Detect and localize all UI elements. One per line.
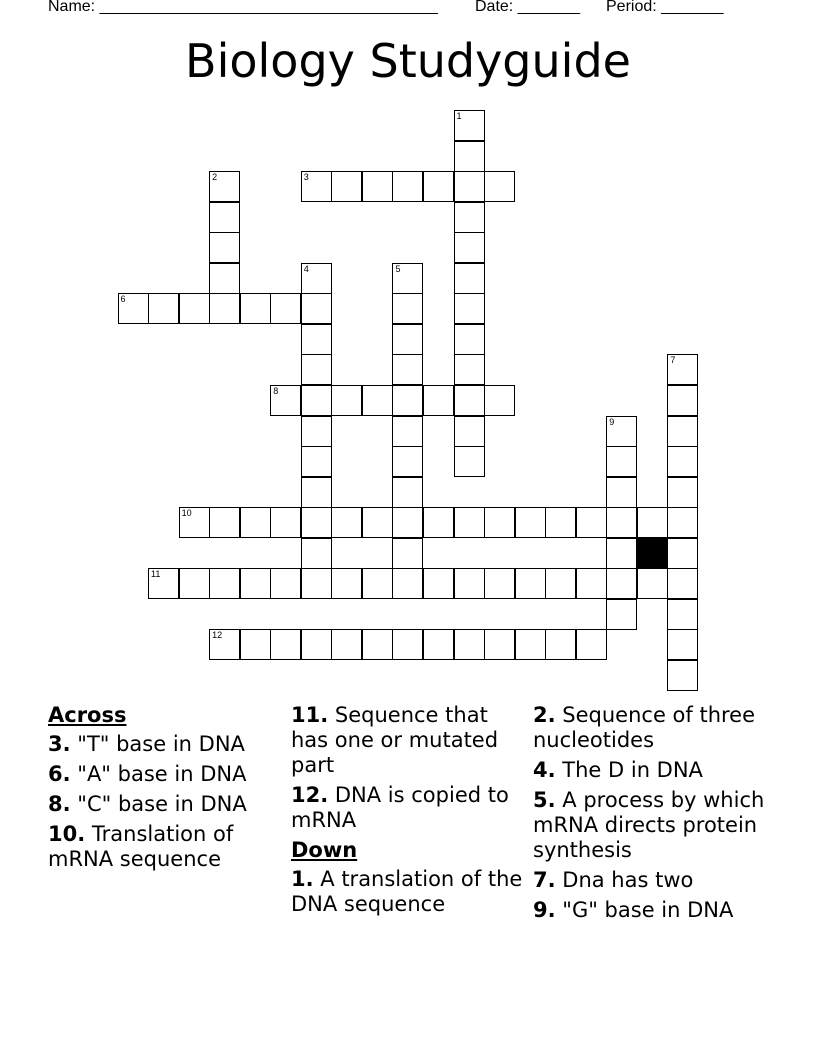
crossword-black-cell — [637, 538, 668, 569]
crossword-cell[interactable] — [209, 202, 240, 233]
crossword-cell[interactable] — [209, 232, 240, 263]
crossword-cell[interactable] — [454, 141, 485, 172]
clue-column-2 — [291, 703, 523, 922]
crossword-cell[interactable] — [454, 446, 485, 477]
crossword-cell[interactable] — [179, 293, 210, 324]
crossword-cell[interactable] — [301, 416, 332, 447]
crossword-cell[interactable] — [606, 416, 637, 447]
clue-text: "T" base in DNA — [77, 732, 245, 756]
clue-text: Translation of mRNA sequence — [48, 822, 234, 871]
crossword-cell[interactable] — [148, 568, 179, 599]
crossword-cell[interactable] — [301, 568, 332, 599]
crossword-cell[interactable] — [484, 568, 515, 599]
clue-number: 8. — [48, 792, 71, 816]
crossword-cell[interactable] — [484, 385, 515, 416]
crossword-cell[interactable] — [270, 629, 301, 660]
crossword-cell[interactable] — [392, 477, 423, 508]
crossword-cell[interactable] — [301, 324, 332, 355]
crossword-cell[interactable] — [301, 507, 332, 538]
crossword-cell[interactable] — [606, 477, 637, 508]
clue-down-1 — [291, 867, 523, 917]
crossword-cell[interactable] — [423, 171, 454, 202]
across-heading: Across — [48, 703, 127, 727]
clue-text: Sequence of three nucleotides — [533, 703, 756, 752]
crossword-cell[interactable] — [454, 110, 485, 141]
crossword-cell[interactable] — [209, 507, 240, 538]
crossword-cell[interactable] — [270, 293, 301, 324]
clue-number: 11. — [291, 703, 329, 727]
crossword-cell[interactable] — [454, 416, 485, 447]
crossword-cell[interactable] — [454, 629, 485, 660]
page-title: Biology Studyguide — [185, 34, 631, 88]
name-field[interactable]: Name: ______________________________________ — [48, 0, 438, 15]
period-field[interactable]: Period: _______ — [606, 0, 724, 15]
clue-number-label: 11 — [151, 569, 161, 580]
clue-down-2 — [533, 703, 765, 753]
crossword-cell[interactable] — [454, 354, 485, 385]
clue-number: 1. — [291, 867, 314, 891]
clue-number-label: 3 — [303, 172, 309, 183]
crossword-cell[interactable] — [423, 507, 454, 538]
crossword-cell[interactable] — [545, 507, 576, 538]
clue-number-label: 9 — [609, 416, 615, 427]
clue-number-label: 2 — [212, 172, 218, 183]
crossword-cell[interactable] — [454, 568, 485, 599]
clue-number: 7. — [533, 868, 556, 892]
crossword-cell[interactable] — [667, 599, 698, 630]
crossword-cell[interactable] — [362, 385, 393, 416]
crossword-cell[interactable] — [270, 568, 301, 599]
clue-number: 4. — [533, 758, 556, 782]
crossword-cell[interactable] — [392, 263, 423, 294]
crossword-cell[interactable] — [392, 416, 423, 447]
crossword-cell[interactable] — [392, 568, 423, 599]
crossword-cell[interactable] — [392, 293, 423, 324]
clue-number-label: 12 — [212, 630, 223, 641]
clue-column-3 — [533, 703, 765, 928]
crossword-cell[interactable] — [179, 568, 210, 599]
crossword-cell[interactable] — [545, 629, 576, 660]
crossword-cell[interactable] — [637, 568, 668, 599]
crossword-cell[interactable] — [637, 507, 668, 538]
crossword-cell[interactable] — [270, 507, 301, 538]
crossword-cell[interactable] — [392, 354, 423, 385]
crossword-cell[interactable] — [667, 416, 698, 447]
crossword-cell[interactable] — [606, 599, 637, 630]
clue-number: 10. — [48, 822, 86, 846]
crossword-cell[interactable] — [301, 354, 332, 385]
crossword-cell[interactable] — [392, 385, 423, 416]
crossword-cell[interactable] — [423, 629, 454, 660]
crossword-cell[interactable] — [515, 629, 546, 660]
crossword-cell[interactable] — [331, 171, 362, 202]
crossword-cell[interactable] — [515, 507, 546, 538]
crossword-cell[interactable] — [606, 538, 637, 569]
crossword-cell[interactable] — [240, 507, 271, 538]
crossword-cell[interactable] — [576, 507, 607, 538]
clue-number-label: 1 — [456, 111, 462, 121]
crossword-cell[interactable] — [301, 446, 332, 477]
clue-number-label: 8 — [273, 385, 279, 396]
clue-number: 9. — [533, 898, 556, 922]
crossword-cell[interactable] — [301, 477, 332, 508]
crossword-cell[interactable] — [362, 507, 393, 538]
clue-across-11 — [291, 703, 523, 778]
clue-text: The D in DNA — [562, 758, 703, 782]
crossword-cell[interactable] — [209, 171, 240, 202]
crossword-cell[interactable] — [179, 507, 210, 538]
crossword-cell[interactable] — [331, 507, 362, 538]
crossword-cell[interactable] — [606, 568, 637, 599]
crossword-cell[interactable] — [392, 629, 423, 660]
crossword-cell[interactable] — [301, 293, 332, 324]
crossword-cell[interactable] — [515, 568, 546, 599]
crossword-cell[interactable] — [667, 538, 698, 569]
clue-column-1 — [48, 703, 280, 877]
crossword-cell[interactable] — [331, 385, 362, 416]
clue-text: "C" base in DNA — [77, 792, 247, 816]
crossword-cell[interactable] — [576, 629, 607, 660]
clue-down-4 — [533, 758, 765, 783]
crossword-cell[interactable] — [209, 629, 240, 660]
clue-across-12 — [291, 783, 523, 833]
crossword-cell[interactable] — [606, 507, 637, 538]
clue-text: A translation of the DNA sequence — [291, 867, 523, 916]
crossword-cell[interactable] — [209, 568, 240, 599]
crossword-cell[interactable] — [667, 385, 698, 416]
crossword-cell[interactable] — [454, 507, 485, 538]
crossword-cell[interactable] — [454, 293, 485, 324]
crossword-cell[interactable] — [392, 446, 423, 477]
clue-text: "G" base in DNA — [562, 898, 734, 922]
crossword-cell[interactable] — [362, 629, 393, 660]
crossword-cell[interactable] — [423, 385, 454, 416]
crossword-cell[interactable] — [423, 568, 454, 599]
down-heading: Down — [291, 838, 358, 862]
crossword-cell[interactable] — [667, 354, 698, 385]
crossword-cell[interactable] — [240, 293, 271, 324]
clue-across-6 — [48, 762, 280, 787]
clue-text: DNA is copied to mRNA — [291, 783, 509, 832]
clue-number: 3. — [48, 732, 71, 756]
crossword-cell[interactable] — [209, 263, 240, 294]
crossword-cell[interactable] — [545, 568, 576, 599]
crossword-cell[interactable] — [667, 629, 698, 660]
crossword-cell[interactable] — [667, 477, 698, 508]
crossword-cell[interactable] — [484, 171, 515, 202]
clue-number: 5. — [533, 788, 556, 812]
date-field[interactable]: Date: _______ — [475, 0, 580, 15]
crossword-cell[interactable] — [392, 507, 423, 538]
clue-down-9 — [533, 898, 765, 923]
crossword-cell[interactable] — [667, 568, 698, 599]
crossword-cell[interactable] — [484, 629, 515, 660]
clue-across-8 — [48, 792, 280, 817]
crossword-cell[interactable] — [454, 202, 485, 233]
clue-text: "A" base in DNA — [77, 762, 247, 786]
clue-number: 6. — [48, 762, 71, 786]
clue-number-label: 7 — [670, 355, 676, 366]
crossword-cell[interactable] — [301, 629, 332, 660]
crossword-cell[interactable] — [331, 629, 362, 660]
clue-number: 12. — [291, 783, 329, 807]
crossword-cell[interactable] — [667, 660, 698, 691]
crossword-cell[interactable] — [392, 538, 423, 569]
crossword-cell[interactable] — [454, 232, 485, 263]
clue-number-label: 6 — [120, 294, 126, 305]
crossword-cell[interactable] — [454, 324, 485, 355]
crossword-cell[interactable] — [301, 263, 332, 294]
clue-across-3 — [48, 732, 280, 757]
clue-number-label: 4 — [303, 263, 309, 274]
crossword-cell[interactable] — [606, 446, 637, 477]
crossword-cell[interactable] — [301, 385, 332, 416]
crossword-cell[interactable] — [270, 385, 301, 416]
clue-down-5 — [533, 788, 765, 863]
crossword-cell[interactable] — [362, 568, 393, 599]
clue-across-10 — [48, 822, 280, 872]
clue-down-7 — [533, 868, 765, 893]
crossword-cell[interactable] — [362, 171, 393, 202]
clue-text: A process by which mRNA directs protein synthesis — [533, 788, 765, 862]
crossword-cell[interactable] — [667, 507, 698, 538]
crossword-cell[interactable] — [484, 507, 515, 538]
crossword-cell[interactable] — [301, 171, 332, 202]
crossword-cell[interactable] — [240, 629, 271, 660]
clue-number: 2. — [533, 703, 556, 727]
crossword-cell[interactable] — [331, 568, 362, 599]
clue-text: Sequence that has one or mutated part — [291, 703, 499, 777]
crossword-cell[interactable] — [392, 324, 423, 355]
clue-text: Dna has two — [562, 868, 694, 892]
crossword-cell[interactable] — [240, 568, 271, 599]
crossword-cell[interactable] — [454, 263, 485, 294]
crossword-cell[interactable] — [392, 171, 423, 202]
crossword-cell[interactable] — [209, 293, 240, 324]
clue-number-label: 5 — [395, 263, 401, 274]
crossword-cell[interactable] — [576, 568, 607, 599]
crossword-cell[interactable] — [667, 446, 698, 477]
crossword-cell[interactable] — [454, 385, 485, 416]
crossword-cell[interactable] — [118, 293, 149, 324]
crossword-cell[interactable] — [301, 538, 332, 569]
crossword-cell[interactable] — [148, 293, 179, 324]
crossword-cell[interactable] — [454, 171, 485, 202]
clue-number-label: 10 — [181, 508, 192, 519]
